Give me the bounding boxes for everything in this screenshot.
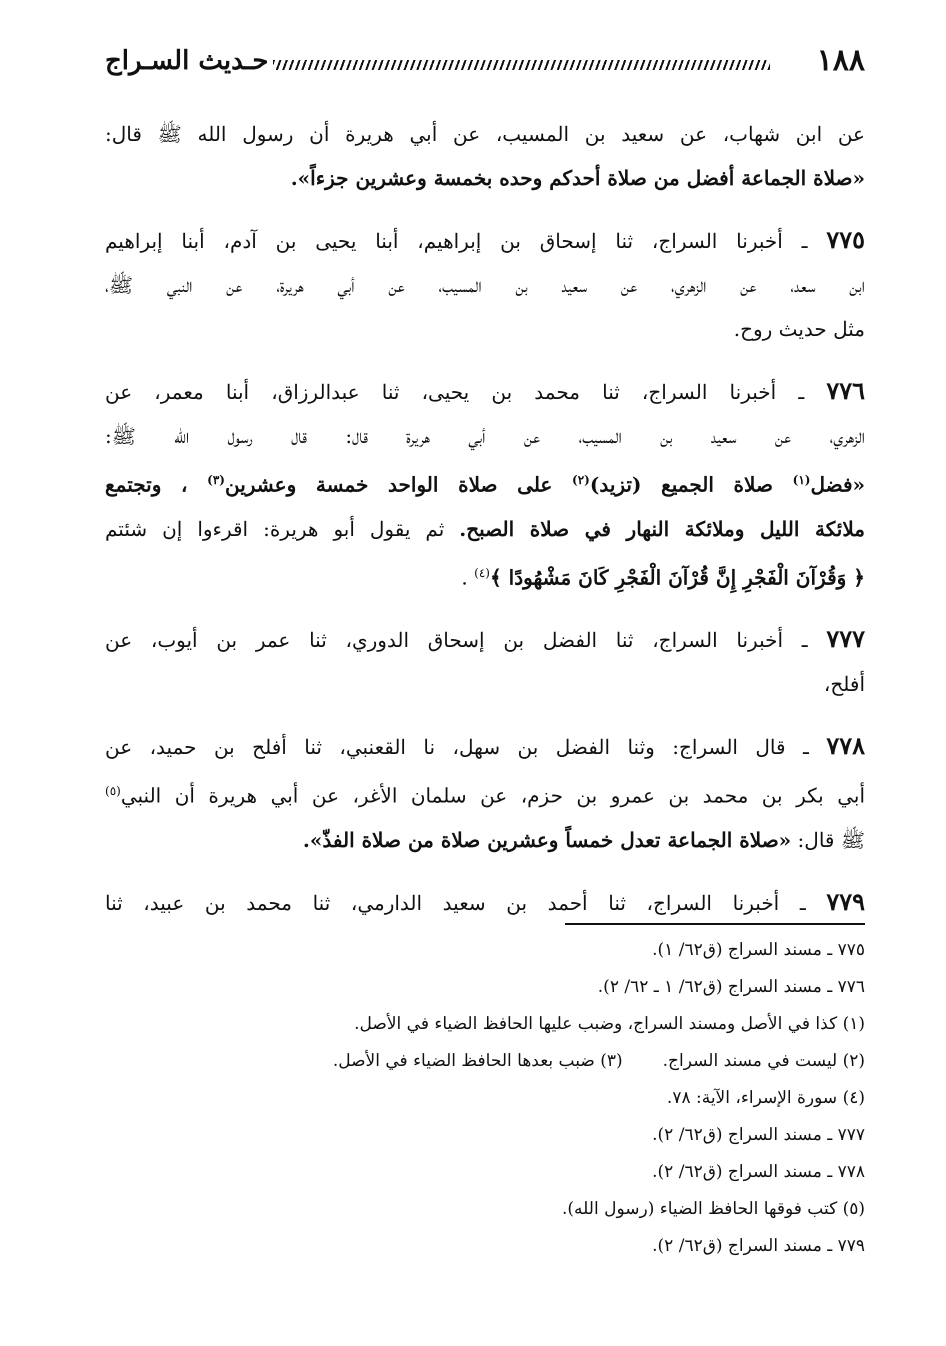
hadith-778 [105,724,865,862]
text-segment: ـ أخبرنا السراج، ثنا إسحاق بن إبراهيم، أبنا يحيى بن آدم، أبنا إبراهيم [105,229,808,253]
footnote: ٧٧٦ ـ مسند السراج (ق٦٢/ ١ ـ ٦٢/ ٢). [597,977,865,997]
hadith-number: ٧٧٨ [826,731,865,761]
hadith-quote: «صلاة الجماعة تعدل خمساً وعشرين صلاة من صلاة الفذّ». [302,827,792,852]
text-line [105,218,865,263]
hadith-777 [105,617,865,706]
text-segment: ـ أخبرنا السراج، ثنا الفضل بن إسحاق الدوري، ثنا عمر بن أيوب، عن [105,628,808,653]
quran-verse: ﴿ وَقُرْآنَ الْفَجْرِ إِنَّ قُرْآنَ الْفَجْرِ كَانَ مَشْهُودًا ﴾ [489,565,865,590]
text-line [105,818,865,862]
footnote: (٣) ضبب بعدها الحافظ الضياء في الأصل. [332,1051,623,1071]
text-line [105,551,865,600]
text-line: مثل حديث روح. [733,317,865,341]
text-line [105,617,865,662]
text-segment: . [461,565,468,590]
text-segment: ملائكة الليل وملائكة النهار في صلاة الصبح. [459,516,865,541]
text-line [105,880,865,925]
text-segment: ﷺ قال: [797,827,865,852]
footnote: (٤) سورة الإسراء، الآية: ٧٨. [666,1088,865,1108]
text-line: عن ابن شهاب، عن سعيد بن المسيب، عن أبي هريرة أن رسول الله ﷺ قال: [105,122,865,146]
text-segment: ، وتجتمع [105,472,188,497]
text-line [105,458,865,507]
footnote-marker: (٣) [207,473,225,487]
hadith-779 [105,880,865,925]
text-segment: ـ أخبرنا السراج، ثنا محمد بن يحيى، ثنا عبدالرزاق، أبنا معمر، عن [105,380,805,404]
paragraph-continuation [105,112,865,200]
footnote: ٧٧٩ ـ مسند السراج (ق٦٢/ ٢). [652,1236,865,1256]
page-header [105,38,865,84]
text-segment: صلاة الجميع (تزيد) [589,472,773,497]
hadith-quote: «صلاة الجماعة أفضل من صلاة أحدكم وحده بخمسة وعشرين جزءاً». [290,166,865,190]
text-segment: ـ قال السراج: وثنا الفضل بن سهل، نا القعنبي، ثنا أفلح بن حميد، عن [105,735,809,760]
hadith-number: ٧٧٩ [826,886,866,916]
text-line: الزهري، عن سعيد بن المسيب، عن أبي هريرة قال: قال رسول الله ﷺ: [105,424,865,448]
footnote: ٧٧٧ ـ مسند السراج (ق٦٢/ ٢). [652,1125,865,1145]
footnote: ٧٧٨ ـ مسند السراج (ق٦٢/ ٢). [652,1162,865,1182]
footnote: (٢) ليست في مسند السراج. [662,1051,865,1071]
footnote-marker: (٢) [572,473,590,487]
book-title: حـديث السـراج [105,46,269,76]
footnote-marker: (٤) [474,565,490,580]
footnote-marker: (٥) [105,784,121,799]
hadith-776 [105,369,865,599]
main-text [105,112,865,925]
hadith-775 [105,218,865,351]
header-decorative-rule [273,60,770,70]
text-line [105,507,865,551]
text-segment: على صلاة الواحد خمسة وعشرين [224,472,553,497]
text-segment: ـ أخبرنا السراج، ثنا أحمد بن سعيد الدارمي، ثنا محمد بن عبيد، ثنا [105,890,806,915]
text-line [105,369,865,414]
page-number: ١٨٨ [816,43,865,78]
footnote-pair [105,1043,865,1080]
hadith-number: ٧٧٥ [826,225,865,254]
text-line: أفلح، [823,672,865,697]
text-segment: ثم يقول أبو هريرة: اقرءوا إن شئتم [105,516,445,541]
footnote-marker: (١) [792,473,811,487]
hadith-number: ٧٧٧ [826,624,865,654]
footnotes [105,932,865,1265]
footnote: (١) كذا في الأصل ومسند السراج، وضبب عليها الحافظ الضياء في الأصل. [354,1014,865,1034]
text-segment: أبي بكر بن محمد بن عمرو بن حزم، عن سلمان الأغر، عن أبي هريرة أن النبي [120,783,865,808]
footnote-divider [565,923,865,925]
hadith-number: ٧٧٦ [826,376,866,405]
footnote: ٧٧٥ ـ مسند السراج (ق٦٢/ ١). [652,940,865,960]
text-segment: «فضل [810,472,866,497]
text-line [105,724,865,769]
text-line: ابن سعد، عن الزهري، عن سعيد بن المسيب، عن أبي هريرة، عن النبي ﷺ، [105,273,865,297]
footnote: (٥) كتب فوقها الحافظ الضياء (رسول الله). [562,1199,865,1219]
text-line [105,769,865,818]
